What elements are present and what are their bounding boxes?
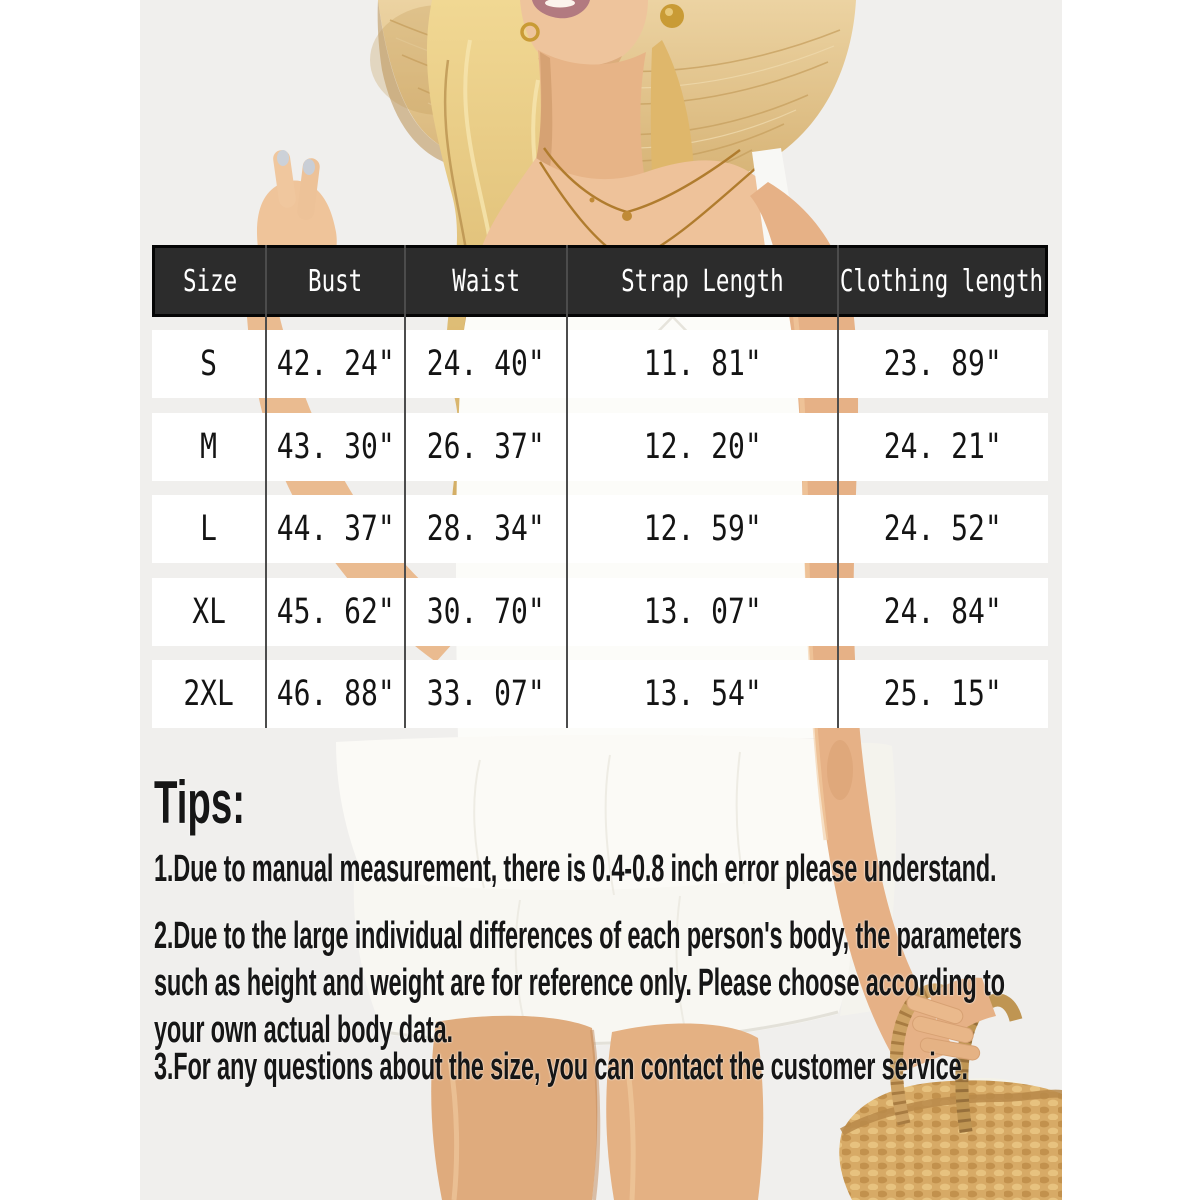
waist-cell: 28. 34" xyxy=(426,509,545,549)
size-table-header xyxy=(152,245,1048,317)
table-row-s xyxy=(152,330,1048,398)
tip-line: such as height and weight are for reference only. Please choose according to xyxy=(154,962,1005,1004)
bust-cell: 42. 24" xyxy=(276,344,395,384)
strap-length-cell: 12. 59" xyxy=(643,509,762,549)
tip-line: 3.For any questions about the size, you can contact the customer service. xyxy=(154,1046,968,1088)
clothing-length-cell: 25. 15" xyxy=(883,674,1002,714)
tips-heading: Tips: xyxy=(154,769,246,836)
column-header-strap-length: Strap Length xyxy=(621,263,784,299)
column-divider xyxy=(404,245,406,728)
strap-length-cell: 11. 81" xyxy=(643,344,762,384)
size-cell: S xyxy=(200,344,218,384)
waist-cell: 26. 37" xyxy=(426,427,545,467)
table-row-m xyxy=(152,413,1048,481)
tip-2 xyxy=(154,913,1200,1054)
size-cell: 2XL xyxy=(183,674,235,714)
column-header-clothing-length: Clothing length xyxy=(839,263,1044,299)
column-header-waist: Waist xyxy=(452,263,520,299)
column-divider xyxy=(566,245,568,728)
bust-cell: 44. 37" xyxy=(276,509,395,549)
strap-length-cell: 12. 20" xyxy=(643,427,762,467)
size-cell: M xyxy=(200,427,218,467)
strap-length-cell: 13. 07" xyxy=(643,592,762,632)
clothing-length-cell: 24. 84" xyxy=(883,592,1002,632)
bust-cell: 43. 30" xyxy=(276,427,395,467)
table-row-xl xyxy=(152,578,1048,646)
tip-line: 2.Due to the large individual differences of each person's body, the parameters xyxy=(154,915,1022,957)
waist-cell: 33. 07" xyxy=(426,674,545,714)
waist-cell: 30. 70" xyxy=(426,592,545,632)
tip-line: your own actual body data. xyxy=(154,1009,453,1051)
waist-cell: 24. 40" xyxy=(426,344,545,384)
clothing-length-cell: 23. 89" xyxy=(883,344,1002,384)
column-header-size: Size xyxy=(183,263,238,299)
column-divider xyxy=(837,245,839,728)
column-divider xyxy=(265,245,267,728)
column-header-bust: Bust xyxy=(308,263,363,299)
tip-1 xyxy=(154,846,1200,893)
clothing-length-cell: 24. 52" xyxy=(883,509,1002,549)
bust-cell: 45. 62" xyxy=(276,592,395,632)
size-cell: XL xyxy=(192,592,226,632)
tip-line: 1.Due to manual measurement, there is 0.4-0.8 inch error please understand. xyxy=(154,848,997,890)
table-row-2xl xyxy=(152,660,1048,728)
size-table xyxy=(152,245,1048,728)
table-row-l xyxy=(152,495,1048,563)
strap-length-cell: 13. 54" xyxy=(643,674,762,714)
clothing-length-cell: 24. 21" xyxy=(883,427,1002,467)
bust-cell: 46. 88" xyxy=(276,674,395,714)
tip-3 xyxy=(154,1044,1200,1091)
size-cell: L xyxy=(200,509,218,549)
